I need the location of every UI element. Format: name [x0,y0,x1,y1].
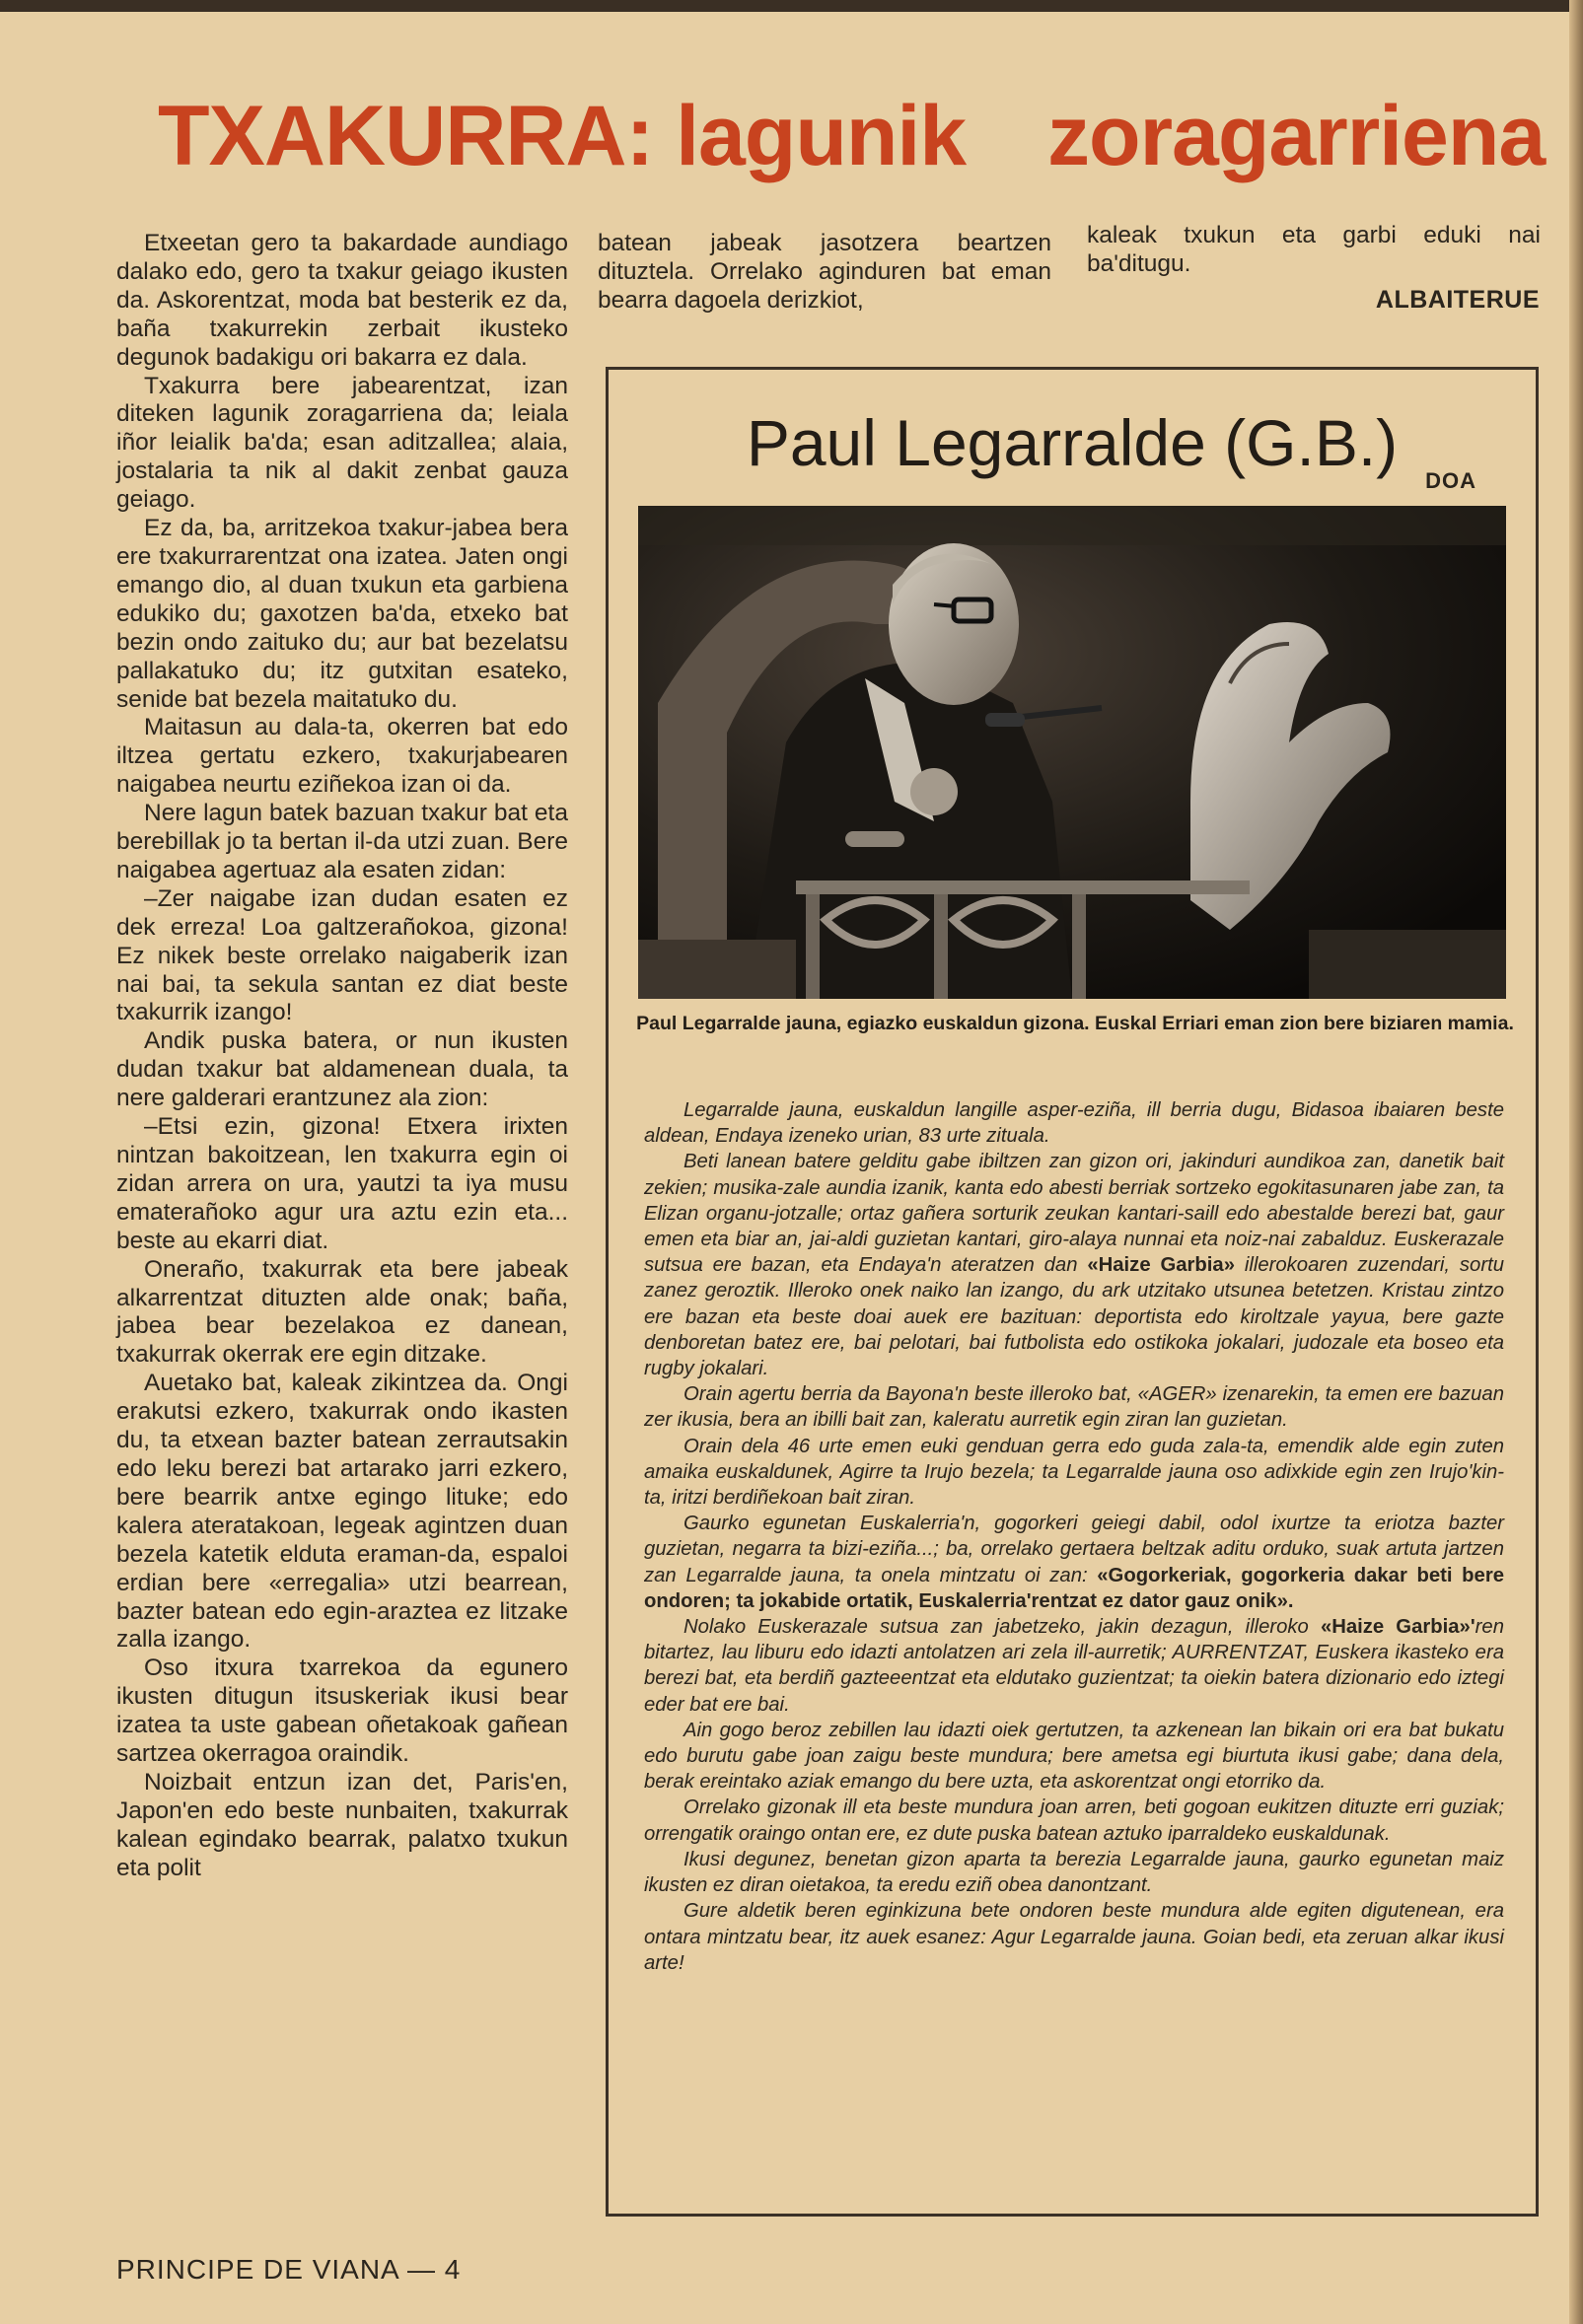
obituary-paragraph: Gure aldetik beren eginkizuna bete ondoren beste mundura alde egiten digutenean, era ontara mintzatu bear, itz auek esanez: Agur Legarralde jauna. Goian bedi, eta zeruan alkar ikusi arte! [644,1900,1504,1974]
text-run-bold: «Gogorkeriak, gogorkeria dakar beti bere ondoren; ta jokabide ortatik, Euskalerria'rentzat ez dator gauz onik». [644,1564,1504,1612]
text-run: Nolako Euskerazale sutsua zan jabetzeko, jakin dezagun, illeroko [684,1616,1309,1639]
article-paragraph: Nere lagun batek bazuan txakur bat eta berebillak jo ta bertan il-da utzi zuan. Bere naigabea agertuaz ala esaten zidan: [116,800,568,883]
obituary-paragraph [644,1614,1504,1718]
article-headline [158,89,1546,183]
article-paragraph: Etxeetan gero ta bakardade aundiago dalako edo, gero ta txakur geiago ikusten da. Askorentzat, moda bat besterik ez da, baña txakurrekin zerbait ikusteko degunok badakigu ori bakarra ez dala. [116,230,568,371]
article-paragraph: Txakurra bere jabearentzat, izan diteken lagunik zoragarriena da; leiala iñor leialik ba'da; esan aditzallea; alaia, jostalaria ta nik al dakit zenbat gauza geiago. [116,372,568,514]
article-paragraph: Oso itxura txarrekoa da egunero ikusten ditugun itsuskeriak ikusi bear izatea ta uste gabean oñetakoak gañean sartzea okerragoa oraindik. [116,1655,568,1768]
page-top-edge [0,0,1583,12]
obituary-paragraph [644,1511,1504,1614]
article-paragraph: –Zer naigabe izan dudan esaten ez dek erreza! Loa galtzerañokoa, gizona! Ez nikek beste orrelako naigaberik izan nai bai, ta sekula santan ez diat beste txakurrik izango! [116,884,568,1026]
article-paragraph: Auetako bat, kaleak zikintzea da. Ongi erakutsi ezkero, txakurrak ondo ikasten du, ta etxean bazter batean zerrautsakin edo leku berezi bat artarako jarri ezkero, bere bearrik antxe egingo lituke; edo kalera ateratakoan, legeak agintzen duan bezela katetik elduta eraman-da, espaloi erdian bere «erregalia» utzi bearrean, bazter batean edo egin-araztea ez litzake zalla izango. [116,1370,568,1654]
text-run: illerokoaren zuzendari, sortu zanez geroztik. Illeroko onek naiko lan izango, du ark utzitako utsunea betetzen. Kristau zintzo ere bazan eta beste doai auek ere bazituan: deportista edo kiroltzale yayua, bere gazte denboretan batez ere, bai pelotari, bai futbolista edo ostikoka jokalari, judozale eta boseo eta rugby jokalari. [644,1254,1504,1380]
article-column-1 [116,230,568,1883]
text-run-bold: «Haize Garbia»' [1320,1616,1475,1639]
obituary-tag: DOA [1425,468,1476,493]
article-paragraph: Ez da, ba, arritzekoa txakur-jabea bera ere txakurrarentzat ona izatea. Jaten ongi emango dio, al duan txukun eta garbiena edukiko du; gaxotzen ba'da, etxeko bat bezin ondo zaituko du; aur bat bezelatsu pallakatuko du; itz gutxitan esateko, senide bat bezela maitatuko du. [116,515,568,713]
obituary-paragraph: Orain agertu berria da Bayona'n beste illeroko bat, «AGER» izenarekin, ta emen ere bazuan zer ikusia, bera an ibilli bait zan, kaleratu aurretik egin ziran lan guzietan. [644,1383,1504,1432]
headline-part-3: zoragarriena [1047,89,1546,183]
article-column-3 [1087,222,1541,279]
text-run: Beti lanean batere gelditu gabe ibiltzen zan gizon ori, jakinduri aundikoa zan, danetik bait zekien; musika-zale aundia izanik, kanta edo abesti berriak sortzeko egokitasunaren jabe zan, ta Elizan organu-jotzalle; ortaz gañera sorturik zeukan kantari-saill edo abestalde berezi bat, gaur emen eta biar an, jai-aldi guzietan kantari, giro-alaya nunnai eta noiz-nai zabalduz. Euskerazale sutsua ere bazan, eta Endaya'n ateratzen dan [644,1151,1504,1277]
article-paragraph: –Etsi ezin, gizona! Etxera irixten nintzan bakoitzean, len txakurra egin oi zidan arrera on ura, yautzi ta iya musu ematerañoko agur ura aztu ezin eta... beste au ekarri diat. [116,1113,568,1254]
portrait-photo-icon [638,506,1506,999]
obituary-paragraph: Legarralde jauna, euskaldun langille asper-eziña, ill berria dugu, Bidasoa ibaiaren beste aldean, Endaya izeneko urian, 83 urte zituala. [644,1099,1504,1148]
article-column-2 [598,230,1051,316]
obituary-paragraph: Ikusi degunez, benetan gizon aparta ta berezia Legarralde jauna, gaurko egunetan maiz ikusten ez diran oietakoa, ta eredu eziñ obea danontzant. [644,1848,1504,1897]
article-paragraph: batean jabeak jasotzera beartzen dituztela. Orrelako aginduren bat eman bearra dagoela derizkiot, [598,230,1051,314]
article-paragraph: Oneraño, txakurrak eta bere jabeak alkarrentzat dituzten alde onak; baña, jabea bear bezelakoa ez danean, txakurrak okerrak ere egin ditzake. [116,1255,568,1369]
obituary-text [644,1097,1504,1976]
page-footer: PRINCIPE DE VIANA — 4 [116,2254,462,2285]
article-paragraph: Andik puska batera, or nun ikusten dudan txakur bat aldamenean duala, ta nere galderari erantzunez ala zion: [116,1027,568,1112]
text-run: ren bitartez, lau liburu edo idazti antolatzen ari zela ill-aurretik; AURRENTZAT, Euskera ikasteko era berezi bat, eta berdiñ gazteeentzat eta eldutako guzientzat; ta oiekin batera dizionario edo iztegi eder bat ere bai. [644,1616,1504,1716]
headline-part-2: lagunik [676,89,967,183]
obituary-title: Paul Legarralde (G.B.) [746,406,1399,479]
obituary-paragraph: Orain dela 46 urte emen euki genduan gerra edo guda zala-ta, emendik alde egin zuten amaika euskaldunek, Agirre ta Irujo bezela; ta Legarralde jauna oso adixkide egin zen Irujo'kin-ta, iritzi berdiñekoan bait ziran. [644,1435,1504,1510]
obituary-box [606,367,1539,2217]
obituary-paragraph: Ain gogo beroz zebillen lau idazti oiek gertutzen, ta azkenean lan bikain ori era bat bukatu edo burutu gabe joan zaigu beste mundura; bere ametsa egi biurtuta ikusi gabe; dana dela, berak ereintako aziak emango du bere uzta, eta askorentzat ongi etorriko da. [644,1719,1504,1794]
article-paragraph: Maitasun au dala-ta, okerren bat edo iltzea gertatu ezkero, txakurjabearen naigabea neurtu eziñekoa izan oi da. [116,714,568,799]
obituary-paragraph: Orrelako gizonak ill eta beste mundura joan arren, beti gogoan eukitzen dituzte erri guziak; orrengatik oraingo ontan ere, ez dute puska batean aztuko iparraldeko euskaldunak. [644,1796,1504,1845]
article-byline: ALBAITERUE [1375,286,1540,314]
obituary-paragraph [644,1149,1504,1381]
text-run-bold: «Haize Garbia» [1087,1254,1235,1277]
photo-caption: Paul Legarralde jauna, egiazko euskaldun gizona. Euskal Erriari eman zion bere biziaren mamia. [636,1013,1514,1034]
article-paragraph: Noizbait entzun izan det, Paris'en, Japon'en edo beste nunbaiten, txakurrak kalean egindako bearrak, palatxo txukun eta polit [116,1768,568,1881]
text-run: Gaurko egunetan Euskalerria'n, gogorkeri geiegi dabil, odol ixurtze ta eriotza bazter guzietan, negarra ta bizi-eziña...; ba, orrelako gertaera beltzak aditu orduko, suak artuta jartzen zan Legarralde jauna, ta onela mintzatu oi zan: [644,1513,1504,1586]
page-right-edge [1569,0,1583,2324]
headline-part-1: TXAKURRA: [158,89,654,183]
article-paragraph: kaleak txukun eta garbi eduki nai ba'ditugu. [1087,222,1541,277]
